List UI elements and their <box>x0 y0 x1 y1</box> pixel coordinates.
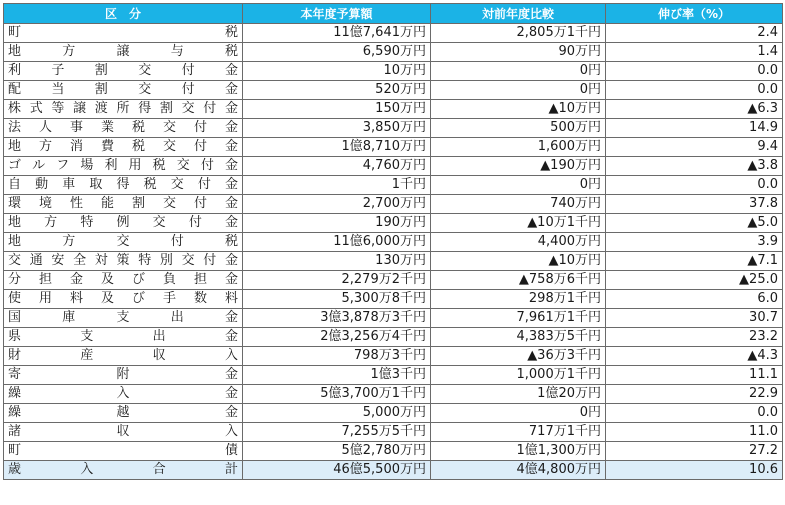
comparison-cell: ▲10万1千円 <box>431 214 606 233</box>
table-row <box>4 24 783 43</box>
comparison-cell: ▲36万3千円 <box>431 347 606 366</box>
table-row <box>4 43 783 62</box>
table-row <box>4 347 783 366</box>
header-comparison: 対前年度比較 <box>431 4 606 24</box>
category-cell: 繰入金 <box>4 385 243 404</box>
category-cell: 利子割交付金 <box>4 62 243 81</box>
growth-cell: ▲25.0 <box>606 271 783 290</box>
growth-cell: 0.0 <box>606 62 783 81</box>
table-row <box>4 81 783 100</box>
category-cell: 地方交付税 <box>4 233 243 252</box>
budget-cell: 798万3千円 <box>243 347 431 366</box>
table-row <box>4 328 783 347</box>
growth-cell: 0.0 <box>606 176 783 195</box>
table-body <box>4 24 783 480</box>
table-row <box>4 366 783 385</box>
growth-cell: ▲4.3 <box>606 347 783 366</box>
growth-cell: ▲6.3 <box>606 100 783 119</box>
comparison-cell: 740万円 <box>431 195 606 214</box>
table-row <box>4 290 783 309</box>
growth-cell: 30.7 <box>606 309 783 328</box>
growth-cell: 0.0 <box>606 404 783 423</box>
growth-cell: ▲5.0 <box>606 214 783 233</box>
comparison-cell: 1,600万円 <box>431 138 606 157</box>
category-cell: 株式等譲渡所得割交付金 <box>4 100 243 119</box>
budget-cell: 5,000万円 <box>243 404 431 423</box>
growth-cell: 11.1 <box>606 366 783 385</box>
budget-cell: 7,255万5千円 <box>243 423 431 442</box>
category-cell: 国庫支出金 <box>4 309 243 328</box>
table-row <box>4 176 783 195</box>
category-cell: 地方消費税交付金 <box>4 138 243 157</box>
category-cell: 歳入合計 <box>4 461 243 480</box>
category-cell: 配当割交付金 <box>4 81 243 100</box>
comparison-cell: 4,400万円 <box>431 233 606 252</box>
category-cell: 諸収入 <box>4 423 243 442</box>
table-row <box>4 423 783 442</box>
comparison-cell: 298万1千円 <box>431 290 606 309</box>
comparison-cell: ▲190万円 <box>431 157 606 176</box>
table-row <box>4 385 783 404</box>
revenue-budget-table-container <box>3 3 782 480</box>
comparison-cell: 1億20万円 <box>431 385 606 404</box>
category-cell: 交通安全対策特別交付金 <box>4 252 243 271</box>
category-cell: 環境性能割交付金 <box>4 195 243 214</box>
table-row <box>4 309 783 328</box>
budget-cell: 1億8,710万円 <box>243 138 431 157</box>
category-cell: 自動車取得税交付金 <box>4 176 243 195</box>
total-row <box>4 461 783 480</box>
budget-cell: 130万円 <box>243 252 431 271</box>
comparison-cell: 90万円 <box>431 43 606 62</box>
budget-cell: 6,590万円 <box>243 43 431 62</box>
growth-cell: 0.0 <box>606 81 783 100</box>
budget-cell: 5億3,700万1千円 <box>243 385 431 404</box>
category-cell: 町債 <box>4 442 243 461</box>
category-cell: 地方譲与税 <box>4 43 243 62</box>
budget-cell: 1億3千円 <box>243 366 431 385</box>
table-row <box>4 271 783 290</box>
category-cell: 寄附金 <box>4 366 243 385</box>
growth-cell: 22.9 <box>606 385 783 404</box>
category-cell: 分担金及び負担金 <box>4 271 243 290</box>
growth-cell: ▲7.1 <box>606 252 783 271</box>
table-row <box>4 119 783 138</box>
budget-cell: 1千円 <box>243 176 431 195</box>
header-budget: 本年度予算額 <box>243 4 431 24</box>
table-row <box>4 195 783 214</box>
table-row <box>4 62 783 81</box>
comparison-cell: 500万円 <box>431 119 606 138</box>
comparison-cell: ▲10万円 <box>431 252 606 271</box>
budget-cell: 4,760万円 <box>243 157 431 176</box>
budget-cell: 11億7,641万円 <box>243 24 431 43</box>
budget-cell: 3億3,878万3千円 <box>243 309 431 328</box>
header-row <box>4 4 783 24</box>
table-row <box>4 100 783 119</box>
category-cell: 町税 <box>4 24 243 43</box>
comparison-cell: 1億1,300万円 <box>431 442 606 461</box>
revenue-budget-table <box>3 3 783 480</box>
table-row <box>4 252 783 271</box>
category-cell: 財産収入 <box>4 347 243 366</box>
category-cell: 地方特例交付金 <box>4 214 243 233</box>
growth-cell: 23.2 <box>606 328 783 347</box>
growth-cell: 14.9 <box>606 119 783 138</box>
budget-cell: 5億2,780万円 <box>243 442 431 461</box>
header-growth: 伸び率（%） <box>606 4 783 24</box>
comparison-cell: 0円 <box>431 176 606 195</box>
growth-cell: 9.4 <box>606 138 783 157</box>
growth-cell: 2.4 <box>606 24 783 43</box>
table-row <box>4 233 783 252</box>
budget-cell: 2,279万2千円 <box>243 271 431 290</box>
comparison-cell: 717万1千円 <box>431 423 606 442</box>
table-row <box>4 442 783 461</box>
table-row <box>4 157 783 176</box>
table-row <box>4 214 783 233</box>
growth-cell: 11.0 <box>606 423 783 442</box>
growth-cell: 1.4 <box>606 43 783 62</box>
category-cell: 使用料及び手数料 <box>4 290 243 309</box>
comparison-cell: 0円 <box>431 404 606 423</box>
budget-cell: 190万円 <box>243 214 431 233</box>
comparison-cell: 1,000万1千円 <box>431 366 606 385</box>
table-header <box>4 4 783 24</box>
comparison-cell: 4,383万5千円 <box>431 328 606 347</box>
comparison-cell: 4億4,800万円 <box>431 461 606 480</box>
category-cell: 法人事業税交付金 <box>4 119 243 138</box>
budget-cell: 150万円 <box>243 100 431 119</box>
growth-cell: 3.9 <box>606 233 783 252</box>
table-row <box>4 138 783 157</box>
budget-cell: 11億6,000万円 <box>243 233 431 252</box>
growth-cell: 37.8 <box>606 195 783 214</box>
growth-cell: ▲3.8 <box>606 157 783 176</box>
budget-cell: 46億5,500万円 <box>243 461 431 480</box>
category-cell: ゴルフ場利用税交付金 <box>4 157 243 176</box>
comparison-cell: 2,805万1千円 <box>431 24 606 43</box>
budget-cell: 520万円 <box>243 81 431 100</box>
category-cell: 県支出金 <box>4 328 243 347</box>
growth-cell: 10.6 <box>606 461 783 480</box>
budget-cell: 10万円 <box>243 62 431 81</box>
budget-cell: 3,850万円 <box>243 119 431 138</box>
category-cell: 繰越金 <box>4 404 243 423</box>
comparison-cell: 7,961万1千円 <box>431 309 606 328</box>
budget-cell: 2,700万円 <box>243 195 431 214</box>
comparison-cell: 0円 <box>431 81 606 100</box>
header-category: 区 分 <box>4 4 243 24</box>
budget-cell: 2億3,256万4千円 <box>243 328 431 347</box>
growth-cell: 27.2 <box>606 442 783 461</box>
comparison-cell: ▲758万6千円 <box>431 271 606 290</box>
table-row <box>4 404 783 423</box>
comparison-cell: 0円 <box>431 62 606 81</box>
comparison-cell: ▲10万円 <box>431 100 606 119</box>
budget-cell: 5,300万8千円 <box>243 290 431 309</box>
growth-cell: 6.0 <box>606 290 783 309</box>
